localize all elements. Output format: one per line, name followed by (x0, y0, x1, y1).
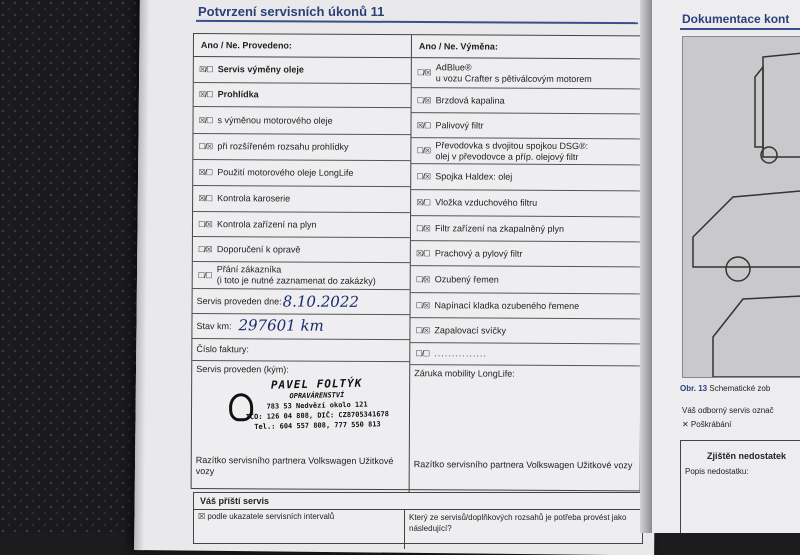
next-service-box (193, 492, 643, 544)
stav-km-value[interactable]: 297601 km (238, 316, 324, 335)
column-provedeno (192, 34, 411, 489)
defect-box (680, 440, 800, 533)
background-fabric (0, 0, 150, 533)
stamp-sub: OPRAVÁRENSTVÍ (289, 391, 345, 401)
row-pylovy-filtr (411, 241, 642, 267)
row-vymena-motoroveho-oleje (193, 107, 410, 135)
row-sublabel: olej v převodovce a příp. olejový filtr (435, 150, 579, 162)
row-prohlidka (194, 83, 411, 108)
defect-description-label: Popis nedostatku: (685, 467, 749, 476)
stamp-ico: IČO: 126 04 808, DIČ: CZ8705341678 (245, 410, 390, 422)
row-spojka-haldex (411, 164, 642, 191)
checkbox-pair[interactable]: ☐/☒ (198, 244, 212, 254)
header-vymena: Ano / Ne. Výměna: (412, 35, 643, 59)
checkbox-pair[interactable]: ☒/☐ (198, 115, 213, 125)
row-servis-provedl (193, 289, 410, 315)
razitko-label-right: Razítko servisního partnera Volkswagen Užitkové vozy (413, 459, 633, 471)
row-label: Prachový a pylový filtr (434, 247, 523, 259)
checkbox-pair[interactable]: ☒/☐ (198, 65, 213, 75)
right-page-title: Dokumentace kont (682, 12, 790, 26)
row-zapalovaci-svicky (410, 318, 641, 344)
row-label: Kontrola zařízení na plyn (216, 218, 317, 230)
checkbox-pair[interactable]: ☐/☒ (416, 95, 431, 105)
right-title-rule (680, 28, 800, 30)
checkbox-pair[interactable]: ☐/☐ (415, 349, 430, 359)
stamp-addr: 783 53 Nedvězí okolo 121 (266, 400, 368, 411)
row-cislo-faktury (192, 339, 409, 362)
row-label: Brzdová kapalina (435, 94, 505, 106)
row-napinaci-kladka (411, 293, 642, 319)
right-question: Váš odborný servis označ (682, 406, 774, 415)
row-label: Palivový filtr (435, 119, 484, 131)
checkbox-pair[interactable]: ☒/☐ (416, 198, 430, 208)
row-label: Ozubený řemen (434, 273, 499, 285)
row-stav-km (192, 314, 409, 340)
row-rozsireny-rozsah (193, 134, 410, 161)
checkbox-pair[interactable]: ☐/☐ (197, 270, 212, 280)
checkbox-pair[interactable]: ☒/☐ (416, 248, 430, 258)
servis-kym-label: Servis proveden (kým): (196, 364, 289, 375)
checkbox-pair[interactable]: ☒/☐ (416, 120, 431, 130)
figure-text: Schematické zob (709, 384, 771, 393)
next-service-title: Váš příští servis (194, 493, 642, 510)
row-prani-zakaznika (193, 262, 410, 290)
doc-title: Potvrzení servisních úkonů 11 (198, 4, 385, 19)
cislo-faktury-label: Číslo faktury: (196, 344, 249, 355)
row-label: Převodovka s dvojitou spojkou DSG®: (435, 139, 589, 151)
row-label: ............... (434, 348, 487, 359)
row-label: Napínací kladka ozubeného řemene (434, 299, 580, 311)
row-label: Vložka vzduchového filtru (435, 197, 538, 208)
row-label: s výměnou motorového oleje (217, 114, 333, 126)
checkbox-pair[interactable]: ☐/☒ (198, 219, 212, 229)
row-prevodovka-dsg (411, 138, 642, 165)
row-palivovy-filtr (411, 113, 642, 139)
servis-date-label: Servis proveden dne: (196, 295, 282, 306)
row-doporuceni-k-oprave (193, 237, 410, 263)
right-page (652, 0, 800, 533)
checkbox-pair[interactable]: ☐/☒ (416, 68, 431, 78)
row-filtr-plyn (411, 216, 642, 242)
row-kontrola-plyn (193, 212, 410, 238)
column-vymena (409, 35, 643, 493)
checkbox-pair[interactable]: ☐/☒ (416, 223, 430, 233)
row-label: Filtr zařízení na zkapalněný plyn (434, 222, 565, 234)
checkbox-pair[interactable]: ☐/☒ (198, 142, 213, 152)
vehicle-schematic (682, 36, 800, 378)
row-sublabel: (i toto je nutné zaznamenat do zakázky) (216, 275, 376, 286)
checkbox-pair[interactable]: ☐/☒ (415, 300, 430, 310)
header-provedeno: Ano / Ne. Provedeno: (194, 34, 411, 58)
figure-caption (680, 384, 770, 393)
row-kontrola-karoserie (193, 186, 410, 213)
row-label: Servis výměny oleje (217, 64, 304, 75)
checkbox-pair[interactable]: ☒/☐ (198, 194, 212, 204)
stamp-logo-icon (229, 393, 254, 421)
van-outline-icon (683, 37, 800, 377)
row-label: Prohlídka (217, 89, 259, 100)
row-brzdova-kapalina (412, 88, 643, 114)
checkbox-pair[interactable]: ☐/☒ (416, 172, 431, 182)
row-label: Spojka Haldex: olej (435, 171, 513, 182)
row-label: při rozšířeném rozsahu prohlídky (217, 141, 349, 152)
option-poskrabani[interactable]: ✕ Poškrábání (682, 420, 732, 429)
checkbox-pair[interactable]: ☒/☐ (198, 168, 213, 178)
row-label: Doporučení k opravě (216, 243, 301, 255)
checkbox-pair[interactable]: ☒/☐ (198, 90, 213, 100)
row-servis-vymeny-oleje (194, 57, 411, 84)
row-label: Zapalovací svíčky (434, 324, 507, 336)
row-servis-kym (192, 361, 410, 489)
row-label-block (436, 62, 592, 85)
checkbox-pair[interactable]: ☐/☒ (415, 325, 430, 335)
checkbox-interval[interactable]: ☒ (198, 512, 206, 521)
service-form (191, 33, 643, 491)
stamp-name: PAVEL FOLTÝK (270, 376, 363, 392)
figure-number: Obr. 13 (680, 384, 708, 393)
row-zaruka-mobility (410, 365, 642, 493)
row-other (410, 343, 641, 366)
next-service-scope: Který ze servisů/doplňkových rozsahů je potřeba provést jako následující? (404, 509, 638, 549)
zaruka-label: Záruka mobility LongLife: (414, 368, 515, 379)
stamp-tel: Tel.: 604 557 808, 777 550 813 (254, 420, 381, 431)
row-label: Kontrola karoserie (217, 193, 291, 204)
stav-km-label: Stav km: (196, 320, 232, 331)
row-label: Přání zákazníka (216, 264, 282, 275)
next-service-interval (194, 509, 412, 524)
row-label: AdBlue® (435, 61, 472, 72)
razitko-label-left: Razítko servisního partnera Volkswagen Užitkové vozy (195, 455, 394, 477)
row-label-block (435, 140, 588, 163)
row-vzduchovy-filtr (411, 190, 642, 217)
dealer-stamp (237, 376, 398, 432)
row-longlife-olej (193, 160, 410, 187)
checkbox-pair[interactable]: ☐/☒ (416, 146, 431, 156)
checkbox-pair[interactable]: ☐/☒ (415, 274, 430, 284)
row-adblue (412, 58, 643, 89)
row-sublabel: u vozu Crafter s pětiválcovým motorem (435, 72, 592, 84)
row-label-block (217, 264, 376, 287)
row-label: Použití motorového oleje LongLife (217, 167, 354, 178)
row-ozubeny-remen (411, 266, 642, 294)
interval-label: podle ukazatele servisních intervalů (207, 512, 335, 521)
servis-date-value[interactable]: 8.10.2022 (282, 292, 359, 311)
defect-box-title: Zjištěn nedostatek (707, 451, 787, 461)
